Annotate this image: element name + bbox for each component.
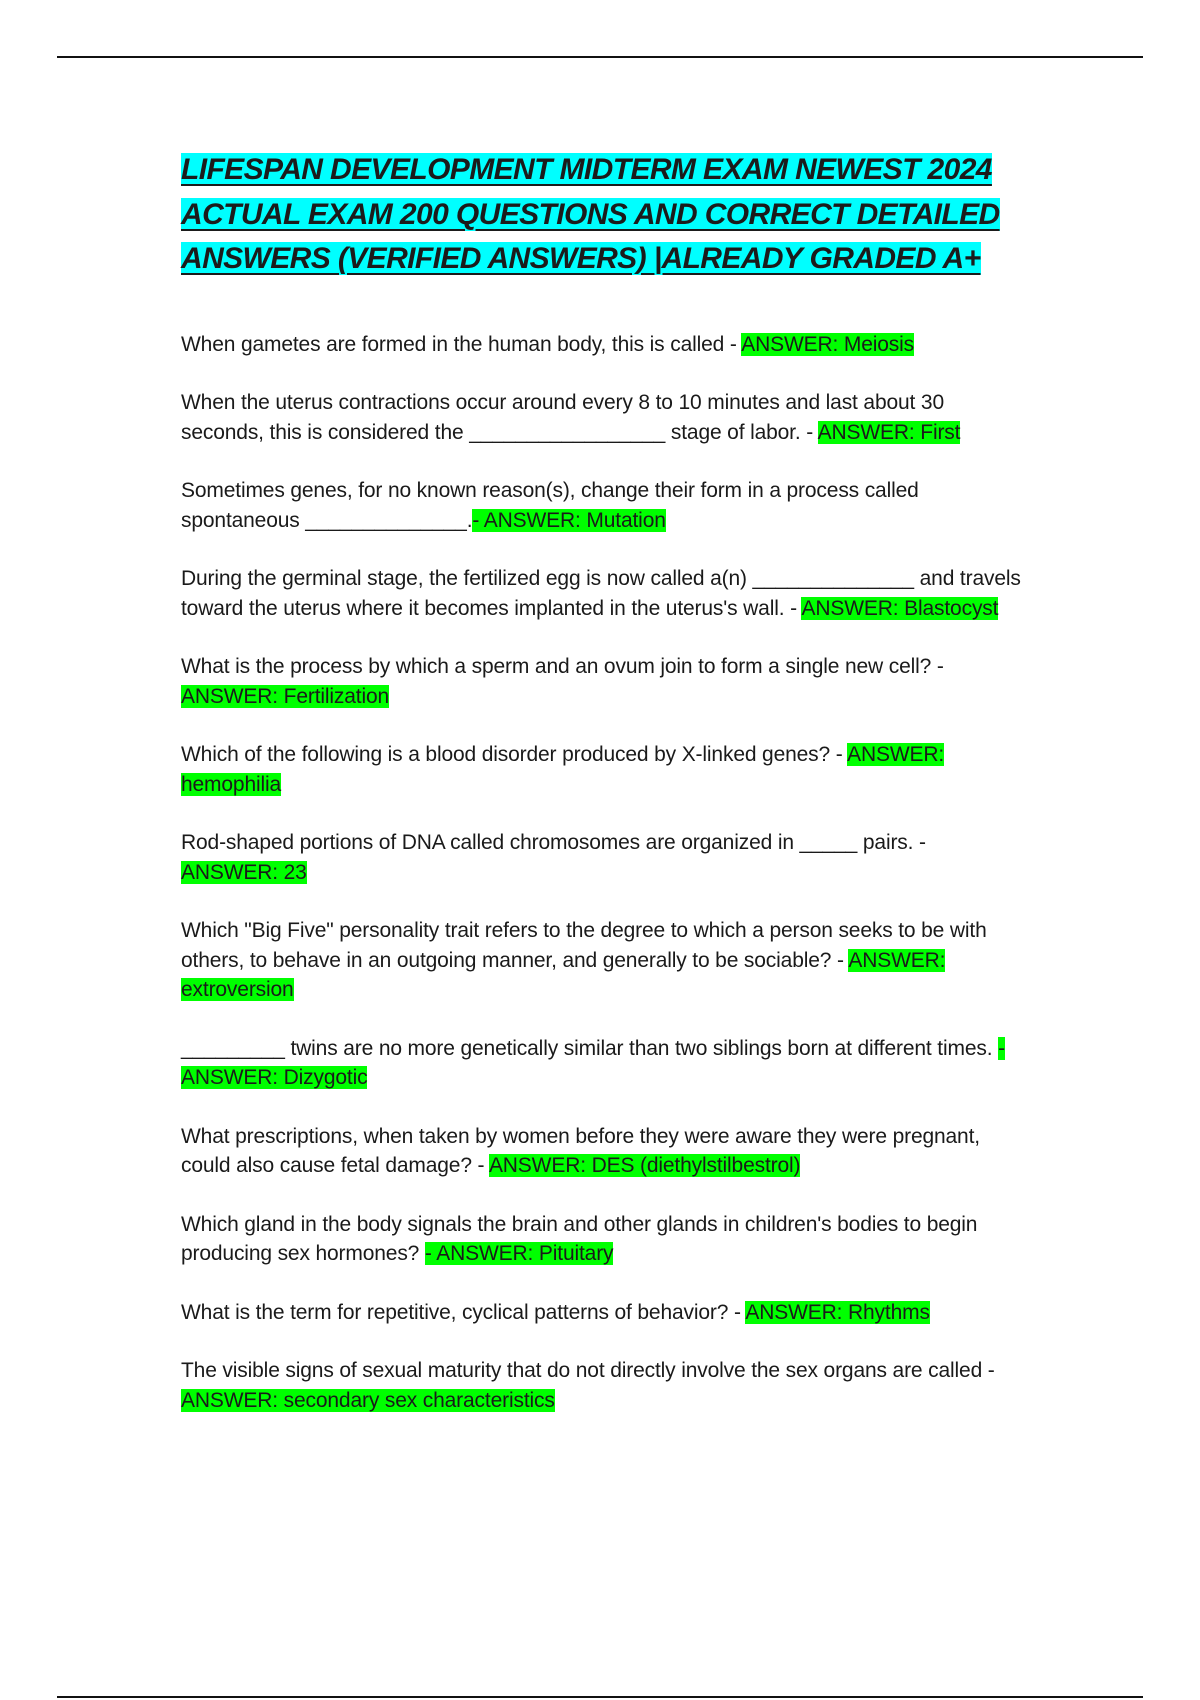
answer-text: ANSWER: hemophilia [181, 743, 945, 796]
footer-rule [57, 1696, 1143, 1698]
question-text: Which gland in the body signals the brain and other glands in children's bodies to begin producing sex hormones? [181, 1212, 978, 1265]
question-text: What is the process by which a sperm and an ovum join to form a single new cell? - [181, 655, 944, 678]
question-text: When gametes are formed in the human body, this is called - [181, 332, 737, 356]
answer-text: ANSWER: DES (diethylstilbestrol) [488, 1154, 801, 1177]
answer-text: ANSWER: Meiosis [741, 332, 915, 356]
answer-text: ANSWER: Fertilization [181, 684, 390, 708]
qa-item [181, 652, 1021, 711]
question-text: During the germinal stage, the fertilized egg is now called a(n) ______________ and travels toward the uterus where it becomes implanted in the uterus's wall. - [181, 567, 1021, 620]
qa-item [181, 740, 1021, 799]
document-body [181, 148, 1021, 1444]
qa-item [181, 1356, 1021, 1415]
question-text: Which "Big Five" personality trait refers to the degree to which a person seeks to be with others, to behave in an outgoing manner, and generally to be sociable? - [181, 919, 987, 972]
question-text: What is the term for repetitive, cyclical patterns of behavior? - [181, 1300, 741, 1324]
answer-text: ANSWER: First [817, 420, 961, 444]
qa-item [181, 564, 1021, 623]
question-text: The visible signs of sexual maturity that do not directly involve the sex organs are called - [181, 1359, 995, 1382]
header-rule [57, 56, 1143, 58]
answer-text: ANSWER: extroversion [181, 948, 946, 1001]
qa-item [181, 330, 1021, 360]
question-text: Sometimes genes, for no known reason(s), change their form in a process called spontaneous ______________. [181, 479, 919, 532]
answer-text: - ANSWER: Dizygotic [181, 1036, 1005, 1089]
answer-text: ANSWER: Blastocyst [801, 596, 999, 620]
qa-item [181, 1122, 1021, 1181]
question-text: _________ twins are no more genetically similar than two siblings born at different times. [181, 1036, 993, 1060]
qa-item [181, 476, 1021, 535]
answer-text: ANSWER: Rhythms [745, 1300, 930, 1324]
qa-item [181, 916, 1021, 1005]
question-text: Rod-shaped portions of DNA called chromosomes are organized in _____ pairs. - [181, 831, 926, 854]
qa-item [181, 1298, 1021, 1328]
answer-text: ANSWER: secondary sex characteristics [181, 1388, 555, 1412]
qa-item [181, 388, 1021, 447]
title-highlight: LIFESPAN DEVELOPMENT MIDTERM EXAM NEWEST 2024 ACTUAL EXAM 200 QUESTIONS AND CORRECT DETAILED ANSWERS (VERIFIED ANSWERS) |ALREADY GRADED A+ [181, 153, 1000, 275]
document-title [181, 148, 1001, 282]
question-text: When the uterus contractions occur around every 8 to 10 minutes and last about 30 seconds, this is considered the _________________ stage of labor. - [181, 391, 944, 444]
qa-item [181, 1034, 1021, 1093]
question-text: What prescriptions, when taken by women before they were aware they were pregnant, could also cause fetal damage? - [181, 1124, 980, 1177]
qa-item [181, 828, 1021, 887]
answer-text: ANSWER: 23 [181, 860, 307, 884]
answer-text: - ANSWER: Mutation [472, 508, 666, 532]
answer-text: - ANSWER: Pituitary [424, 1242, 614, 1265]
qa-item [181, 1210, 1021, 1269]
question-text: Which of the following is a blood disorder produced by X-linked genes? - [181, 743, 843, 766]
